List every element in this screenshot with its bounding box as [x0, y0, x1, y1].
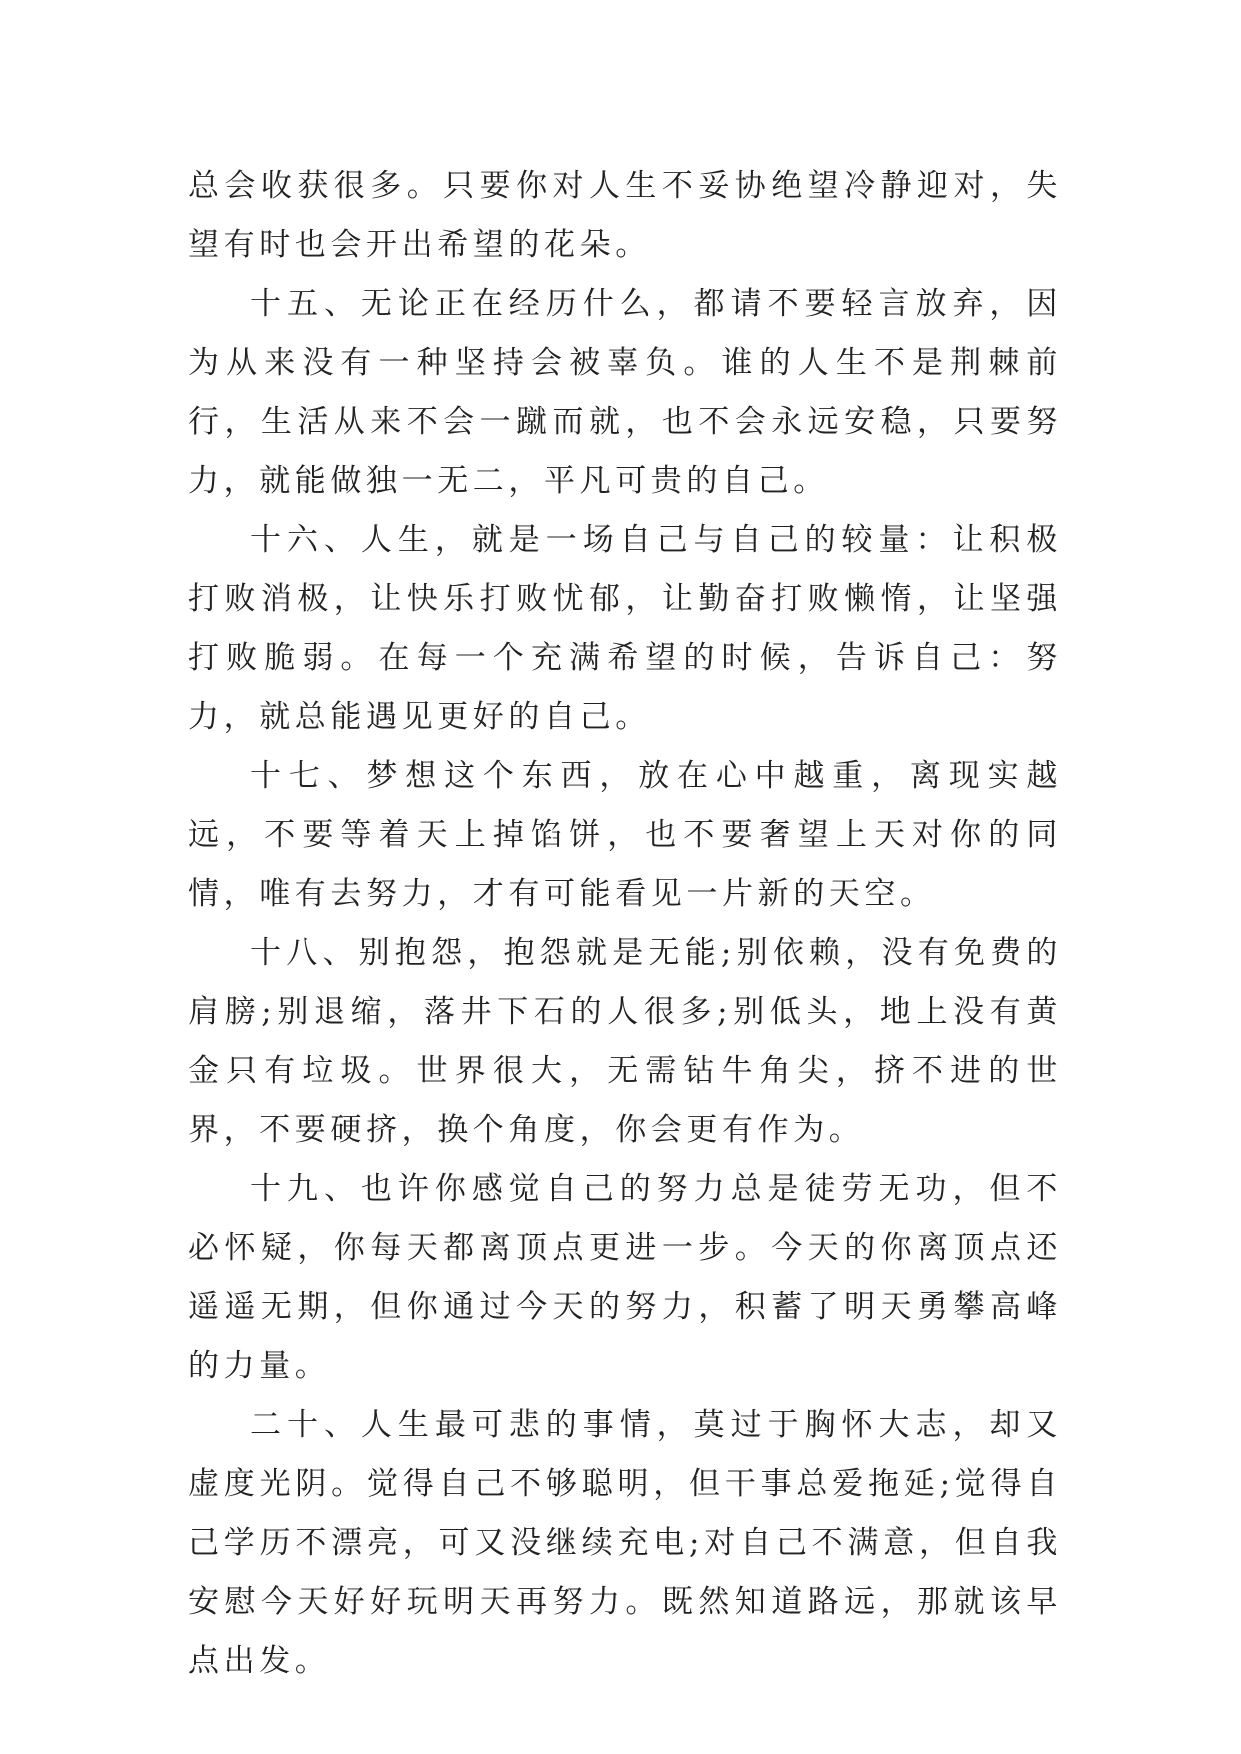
paragraph-20: 二十、人生最可悲的事情，莫过于胸怀大志，却又虚度光阴。觉得自己不够聪明，但干事总爱拖延;觉得自己学历不漂亮，可又没继续充电;对自己不满意，但自我安慰今天好好玩明天再努力。既然知道路远，那就该早点出发。 — [188, 1407, 1062, 1679]
paragraph-19: 十九、也许你感觉自己的努力总是徒劳无功，但不必怀疑，你每天都离顶点更进一步。今天的你离顶点还遥遥无期，但你通过今天的努力，积蓄了明天勇攀高峰的力量。 — [188, 1171, 1062, 1384]
paragraph-18: 十八、别抱怨，抱怨就是无能;别依赖，没有免费的肩膀;别退缩，落井下石的人很多;别低头，地上没有黄金只有垃圾。世界很大，无需钻牛角尖，挤不进的世界，不要硬挤，换个角度，你会更有作为。 — [188, 935, 1062, 1148]
document-body — [188, 157, 1062, 1691]
paragraph-continued: 总会收获很多。只要你对人生不妥协绝望冷静迎对，失望有时也会开出希望的花朵。 — [188, 168, 1062, 263]
paragraph-16: 十六、人生，就是一场自己与自己的较量：让积极打败消极，让快乐打败忧郁，让勤奋打败懒惰，让坚强打败脆弱。在每一个充满希望的时候，告诉自己：努力，就总能遇见更好的自己。 — [188, 522, 1062, 735]
paragraph-17: 十七、梦想这个东西，放在心中越重，离现实越远，不要等着天上掉馅饼，也不要奢望上天对你的同情，唯有去努力，才有可能看见一片新的天空。 — [188, 758, 1062, 912]
paragraph-15: 十五、无论正在经历什么，都请不要轻言放弃，因为从来没有一种坚持会被辜负。谁的人生不是荆棘前行，生活从来不会一蹴而就，也不会永远安稳，只要努力，就能做独一无二，平凡可贵的自己。 — [188, 286, 1062, 499]
